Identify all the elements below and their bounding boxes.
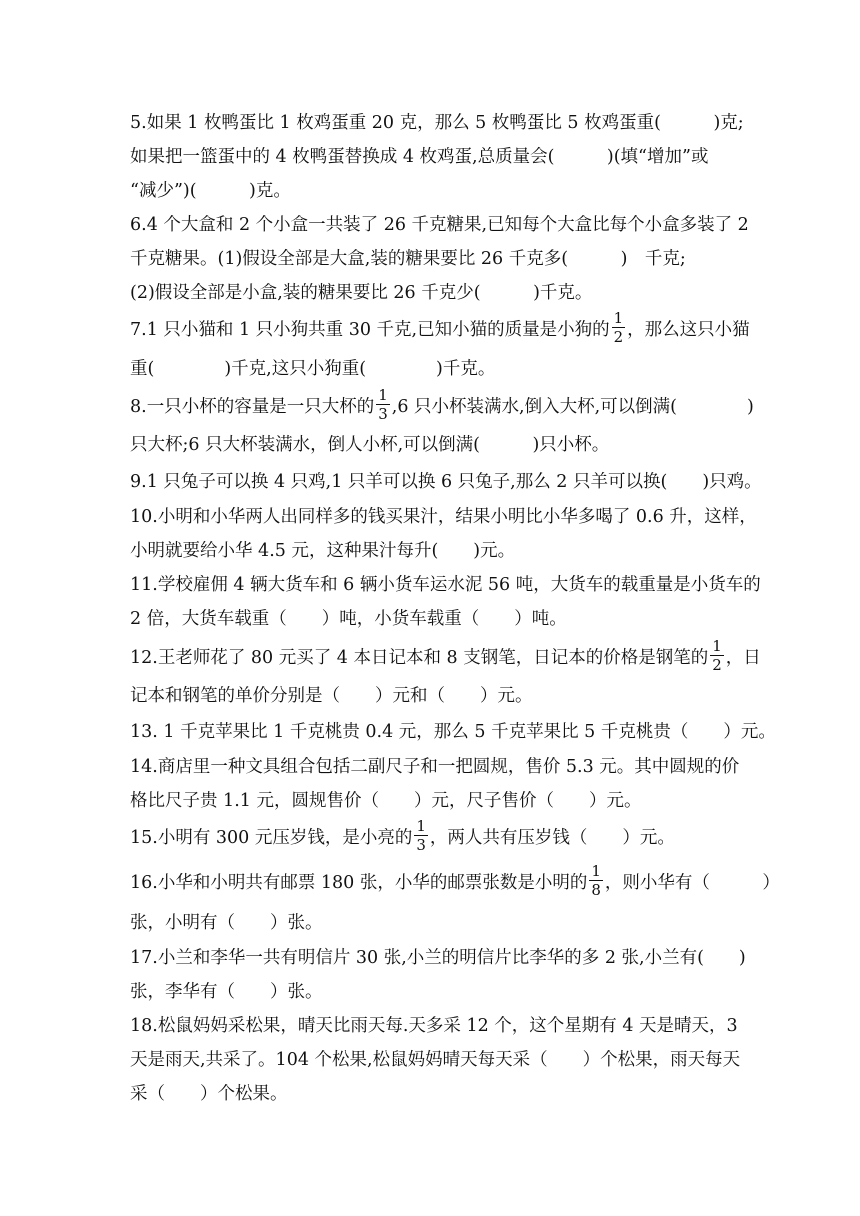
- text-line: 重( )千克,这只小狗重( )千克。: [130, 359, 496, 379]
- fraction-numerator: 1: [378, 386, 388, 404]
- text-line: 张，小明有（ ）张。: [130, 913, 323, 933]
- text-line: “减少”)( )克。: [130, 181, 291, 201]
- text-line: 千克糖果。(1)假设全部是大盒,装的糖果要比 26 千克多( ) 千克;: [130, 249, 686, 269]
- fraction-denominator: 3: [416, 836, 426, 854]
- text-line: 11.学校雇佣 4 辆大货车和 6 辆小货车运水泥 56 吨，大货车的载重量是小货车的: [130, 575, 761, 595]
- fraction: [589, 863, 603, 898]
- line-text-after: ，两人共有压岁钱（ ）元。: [429, 828, 675, 848]
- text-line: [130, 634, 761, 682]
- text-line: 采（ ）个松果。: [130, 1084, 288, 1104]
- text-line: 只大杯;6 只大杯装满水，倒人小杯,可以倒满( )只小杯。: [130, 435, 610, 455]
- text-line: [130, 306, 750, 354]
- text-line: 9.1 只兔子可以换 4 只鸡,1 只羊可以换 6 只兔子,那么 2 只羊可以换( )只鸡。: [130, 472, 762, 492]
- line-text-before: 7.1 只小猫和 1 只小狗共重 30 千克,已知小猫的质量是小狗的: [130, 320, 610, 340]
- fraction: [376, 387, 390, 422]
- text-line: 张，李华有（ ）张。: [130, 982, 323, 1002]
- text-line: [130, 814, 675, 862]
- text-line: 记本和钢笔的单价分别是（ ）元和（ ）元。: [130, 686, 533, 706]
- text-line: [130, 383, 754, 431]
- fraction-numerator: 1: [712, 637, 722, 655]
- line-text-after: ，那么这只小猫: [627, 320, 750, 340]
- fraction-denominator: 3: [378, 405, 388, 423]
- text-line: 小明就要给小华 4.5 元，这种果汁每升( )元。: [130, 541, 516, 561]
- fraction: [710, 638, 724, 673]
- line-text-after: ，则小华有（ ）: [604, 873, 780, 893]
- line-text-after: ,6 只小杯装满水,倒入大杯,可以倒满( ): [391, 397, 754, 417]
- line-text-before: 8.一只小杯的容量是一只大杯的: [130, 397, 375, 417]
- fraction-denominator: 2: [712, 656, 722, 674]
- line-text-before: 15.小明有 300 元压岁钱，是小亮的: [130, 828, 413, 848]
- fraction-numerator: 1: [591, 862, 601, 880]
- fraction-denominator: 2: [613, 328, 624, 346]
- text-line: 14.商店里一种文具组合包括二副尺子和一把圆规，售价 5.3 元。其中圆规的价: [130, 757, 740, 777]
- text-line: 13. 1 千克苹果比 1 千克桃贵 0.4 元，那么 5 千克苹果比 5 千克桃贵（ ）元。: [130, 722, 776, 742]
- text-line: 10.小明和小华两人出同样多的钱买果汁，结果小明比小华多喝了 0.6 升，这样，: [130, 507, 757, 527]
- line-text-before: 12.王老师花了 80 元买了 4 本日记本和 8 支钢笔，日记本的价格是钢笔的: [130, 648, 709, 668]
- fraction: [612, 310, 626, 345]
- text-line: 5.如果 1 枚鸭蛋比 1 枚鸡蛋重 20 克，那么 5 枚鸭蛋比 5 枚鸡蛋重( )克;: [130, 113, 744, 133]
- line-text-before: 16.小华和小明共有邮票 180 张，小华的邮票张数是小明的: [130, 873, 588, 893]
- fraction-denominator: 8: [591, 881, 601, 899]
- text-line: (2)假设全部是小盒,装的糖果要比 26 千克少( )千克。: [130, 283, 593, 303]
- fraction-numerator: 1: [416, 817, 426, 835]
- text-line: 18.松鼠妈妈采松果，晴天比雨天每.天多采 12 个，这个星期有 4 天是晴天，3: [130, 1016, 738, 1036]
- line-text-after: ，日: [725, 648, 761, 668]
- text-line: 天是雨天,共采了。104 个松果,松鼠妈妈晴天每天采（ ）个松果，雨天每天: [130, 1050, 741, 1070]
- text-line: 6.4 个大盒和 2 个小盒一共装了 26 千克糖果,已知每个大盒比每个小盒多装了 2: [130, 215, 749, 235]
- text-line: 17.小兰和李华一共有明信片 30 张,小兰的明信片比李华的多 2 张,小兰有( ): [130, 948, 746, 968]
- fraction-numerator: 1: [613, 309, 624, 327]
- text-line: [130, 859, 780, 907]
- text-line: 格比尺子贵 1.1 元，圆规售价（ ）元，尺子售价（ ）元。: [130, 791, 642, 811]
- fraction: [414, 818, 428, 853]
- text-line: 如果把一篮蛋中的 4 枚鸭蛋替换成 4 枚鸡蛋,总质量会( )(填“增加”或: [130, 147, 709, 167]
- text-line: 2 倍，大货车载重（ ）吨，小货车载重（ ）吨。: [130, 609, 567, 629]
